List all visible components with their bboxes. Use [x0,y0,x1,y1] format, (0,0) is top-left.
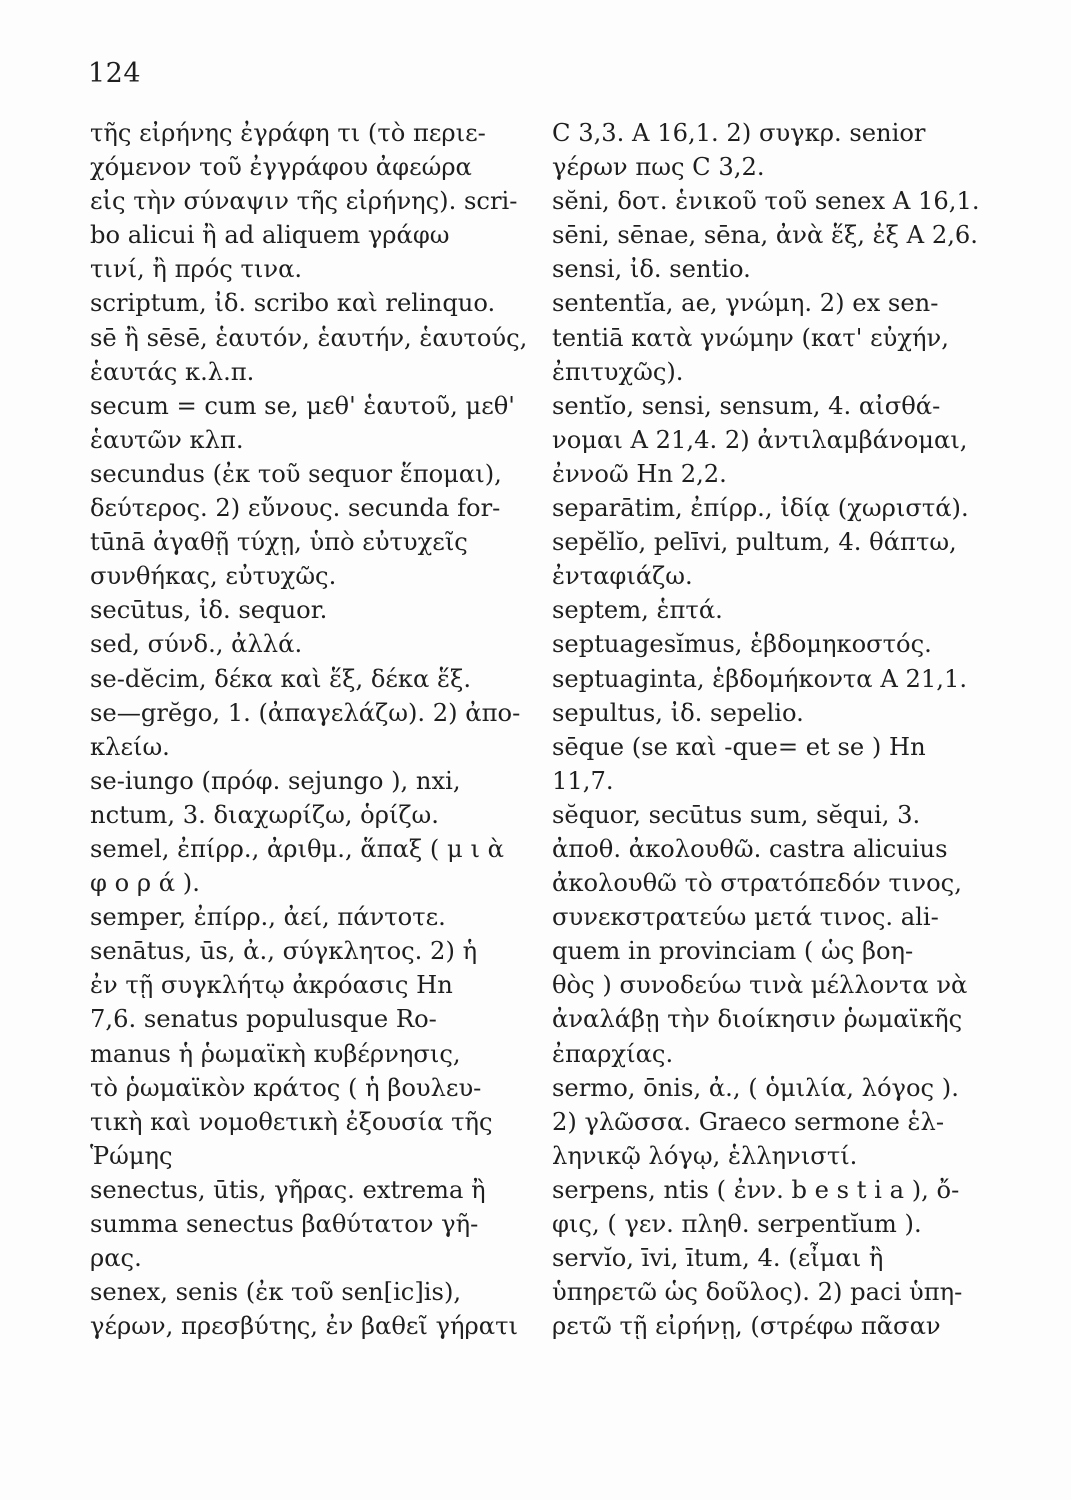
entry-line: τικὴ καὶ νομοθετικὴ ἐξουσία τῆς [90,1107,493,1136]
entry-line: quem in provinciam ( ὡς βοη- [552,937,914,966]
entry-line: sepultus, ἰδ. sepelio. [552,698,804,727]
entry-line: secundus (ἐκ τοῦ sequor ἕπομαι), [90,459,502,488]
entry-line: sēni, sēnae, sēna, ἀνὰ ἕξ, ἐξ A 2,6. [552,221,978,250]
entry-line: sĕquor, secūtus sum, sĕqui, 3. [552,800,921,829]
entry-line: manus ἡ ῥωμαϊκὴ κυβέρνησις, [90,1039,461,1068]
entry-line: bo alicui ἢ ad aliquem γράφω [90,221,450,250]
entry-line: ἐπιτυχῶς). [552,357,684,386]
entry-line: senātus, ūs, ἀ., σύγκλητος. 2) ἡ [90,937,478,966]
entry-line: sententĭa, ae, γνώμη. 2) ex sen- [552,289,939,318]
entry-line: secum = cum se, μεθ' ἑαυτοῦ, μεθ' [90,391,515,420]
entry-line: εἰς τὴν σύναψιν τῆς εἰρήνης). scri- [90,187,518,216]
entry-line: scriptum, ἰδ. scribo καὶ relinquo. [90,289,496,318]
entry-line: sed, σύνδ., ἀλλά. [90,630,303,659]
entry-line: 2) γλῶσσα. Graeco sermone ἑλ- [552,1107,945,1136]
entry-line: 11,7. [552,766,614,795]
entry-line: summa senectus βαθύτατον γῆ- [90,1210,479,1238]
entry-line: φις, ( γεν. πληθ. serpentĭum ). [552,1210,922,1238]
entry-line: ἐννοῶ Hn 2,2. [552,459,727,488]
entry-line: γέρων πως C 3,2. [552,153,765,182]
entry-line: senex, senis (ἐκ τοῦ sen[ic]is), [90,1278,462,1307]
entry-line: se-iungo (πρόφ. sejungo ), nxi, [90,766,461,795]
entry-line: sepĕlĭo, pelīvi, pultum, 4. θάπτω, [552,528,957,557]
entry-line: servĭo, īvi, ītum, 4. (εἶμαι ἢ [552,1244,884,1273]
entry-line: sēque (se καὶ -que= et se ) Hn [552,732,926,761]
entry-line: 7,6. senatus populusque Ro- [90,1005,437,1034]
entry-line: serpens, ntis ( ἐνν. b e s t i a ), ὄ- [552,1175,960,1204]
entry-line: θὸς ) συνοδεύω τινὰ μέλλοντα νὰ [552,971,968,1000]
right-column [552,116,992,1343]
entry-line: se-dĕcim, δέκα καὶ ἕξ, δέκα ἕξ. [90,664,472,693]
entry-line: semper, ἐπίρρ., ἀεί, πάντοτε. [90,903,446,932]
entry-line: sentĭo, sensi, sensum, 4. αἰσθά- [552,391,941,420]
entry-line: ρας. [90,1244,142,1273]
entry-line: νομαι A 21,4. 2) ἀντιλαμβάνομαι, [552,425,968,454]
entry-line: tentiā κατὰ γνώμην (κατ' εὐχήν, [552,323,949,352]
entry-line: sensi, ἰδ. sentio. [552,255,751,284]
entry-line: ἑαυτῶν κλπ. [90,425,244,454]
entry-line: separātim, ἐπίρρ., ἰδίᾳ (χωριστά). [552,494,969,523]
left-column [90,116,530,1343]
entry-line: tūnā ἀγαθῇ τύχῃ, ὑπὸ εὐτυχεῖς [90,528,468,557]
entry-line: ἐπαρχίας. [552,1039,674,1068]
entry-line: sē ἢ sēsē, ἑαυτόν, ἑαυτήν, ἑαυτούς, [90,323,528,352]
entry-line: ἀναλάβῃ τὴν διοίκησιν ῥωμαϊκῆς [552,1005,963,1034]
entry-line: τῆς εἰρήνης ἐγράφη τι (τὸ περιε- [90,119,486,147]
entry-line: ληνικῷ λόγῳ, ἑλληνιστί. [552,1141,858,1170]
entry-line: sĕni, δοτ. ἑνικοῦ τοῦ senex A 16,1. [552,187,980,216]
entry-line: ἐνταφιάζω. [552,562,693,591]
entry-line: sermo, ōnis, ἀ., ( ὁμιλία, λόγος ). [552,1073,959,1102]
entry-line: se—grĕgo, 1. (ἀπαγελάζω). 2) ἀπο- [90,698,521,727]
entry-line: συνεκστρατεύω μετά τινος. ali- [552,903,939,932]
entry-line: τινί, ἢ πρός τινα. [90,255,303,284]
entry-line: κλείω. [90,732,170,761]
entry-line: δεύτερος. 2) εὔνους. secunda for- [90,494,501,523]
entry-line: ἑαυτάς κ.λ.π. [90,357,255,386]
entry-line: συνθήκας, εὐτυχῶς. [90,562,337,591]
entry-line: ἐν τῇ συγκλήτῳ ἀκρόασις Hn [90,971,453,1000]
entry-line: τὸ ῥωμαϊκὸν κράτος ( ἡ βουλευ- [90,1073,482,1102]
entry-line: φ ο ρ ά ). [90,869,200,898]
entry-line: C 3,3. A 16,1. 2) συγκρ. senior [552,119,926,147]
entry-line: septuaginta, ἑβδομήκοντα A 21,1. [552,664,968,693]
entry-line: secūtus, ἰδ. sequor. [90,596,328,625]
page-number: 124 [88,58,142,89]
entry-line: septem, ἑπτά. [552,596,723,625]
entry-line: ἀκολουθῶ τὸ στρατόπεδόν τινος, [552,869,962,898]
entry-line: ἀποθ. ἀκολουθῶ. castra alicuius [552,834,948,863]
entry-line: semel, ἐπίρρ., ἀριθμ., ἅπαξ ( μ ι ὰ [90,834,504,863]
entry-line: Ῥώμης [90,1141,173,1170]
entry-line: nctum, 3. διαχωρίζω, ὁρίζω. [90,800,439,829]
entry-line: χόμενον τοῦ ἐγγράφου ἀφεώρα [90,153,472,182]
entry-line: ρετῶ τῇ εἰρήνῃ, (στρέφω πᾶσαν [552,1312,941,1341]
entry-line: senectus, ūtis, γῆρας. extrema ἢ [90,1175,486,1204]
entry-line: septuagesĭmus, ἑβδομηκοστός. [552,630,932,659]
entry-line: ὑπηρετῶ ὡς δοῦλος). 2) paci ὑπη- [552,1278,963,1307]
entry-line: γέρων, πρεσβύτης, ἐν βαθεῖ γήρατι [90,1312,518,1341]
